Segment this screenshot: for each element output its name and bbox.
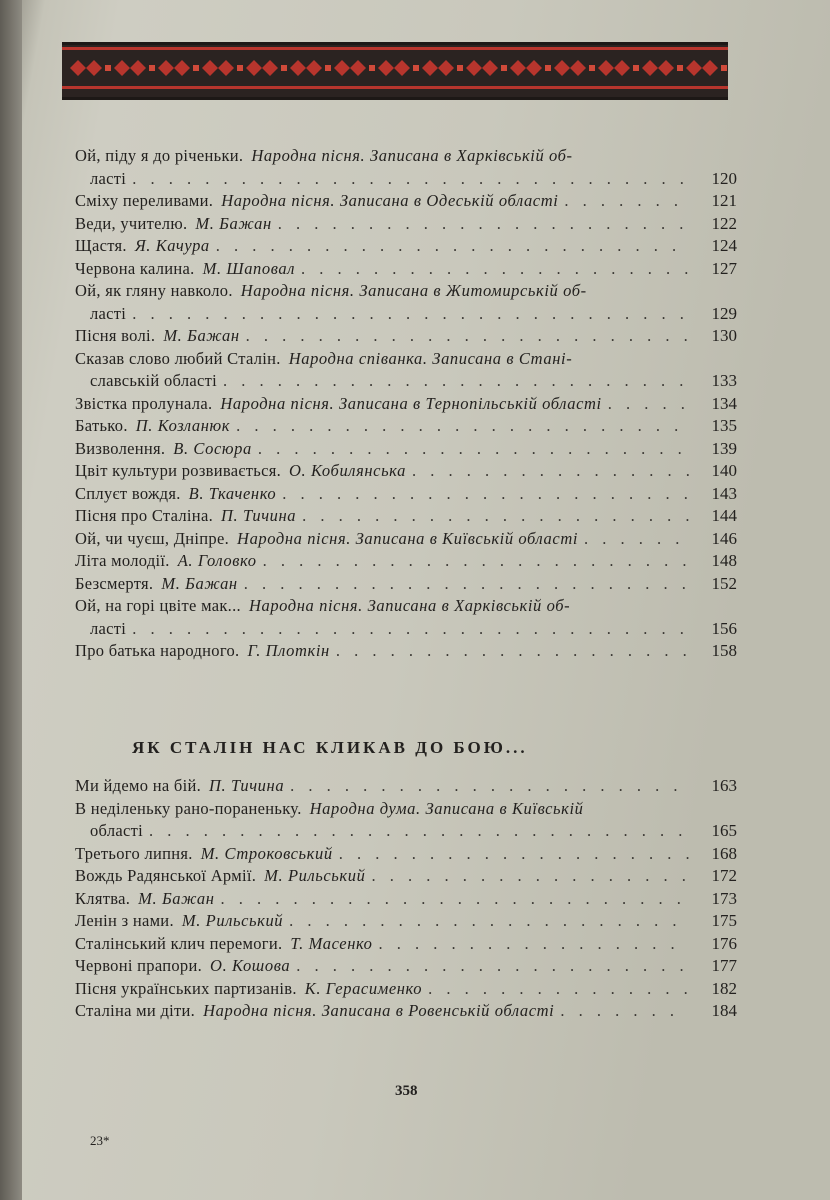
toc-entry-line: [75, 910, 737, 933]
entry-title: Сталіна ми діти.: [75, 1001, 196, 1020]
ornament-dot: [589, 65, 595, 71]
entry-author: М. Бажан: [161, 573, 238, 593]
toc-entry: [75, 798, 737, 843]
toc-entry: [75, 865, 737, 888]
entry-title: Ой, піду я до річеньки.: [75, 146, 244, 165]
leader-dots: [216, 235, 689, 258]
leader-dots: [132, 303, 689, 326]
leader-dots: [564, 190, 689, 213]
entry-continuation: славській області: [90, 371, 217, 390]
entry-author: Народна співанка. Записана в Стані-: [288, 348, 573, 368]
leader-dots: [336, 640, 689, 663]
toc-entry: [75, 213, 737, 236]
leader-dots: [258, 438, 689, 461]
ornament-motif: [466, 60, 498, 76]
entry-author: М. Рильський: [264, 866, 366, 885]
leader-dots: [412, 460, 689, 483]
entry-author: П. Козланюк: [135, 416, 231, 435]
entry-author: М. Бажан: [138, 888, 215, 908]
toc-entry-line: [75, 618, 737, 641]
ornament-dot: [457, 65, 463, 71]
leader-dots: [236, 415, 689, 438]
entry-author: П. Тичина: [221, 506, 297, 525]
entry-page: 129: [711, 303, 737, 323]
ornament-dot: [193, 65, 199, 71]
leader-dots: [282, 483, 689, 506]
toc-entry-line: [75, 145, 737, 168]
entry-page: 165: [711, 821, 737, 840]
ornament-motifs: [70, 60, 727, 76]
toc-entry-line: [75, 595, 737, 618]
leader-dots: [132, 618, 689, 641]
toc-entry-line: [75, 258, 737, 281]
entry-author: В. Сосюра: [173, 438, 252, 458]
leader-dots: [428, 978, 689, 1001]
toc-entry-line: [75, 303, 737, 326]
toc-entry-line: [75, 843, 737, 866]
toc-entry-line: [75, 640, 737, 663]
toc-entry-line: [75, 573, 737, 596]
entry-author: Народна дума. Записана в Київській: [309, 798, 584, 818]
entry-title: Пісня волі.: [75, 326, 156, 345]
page-number: 358: [395, 1083, 418, 1099]
entry-page: 158: [711, 641, 737, 660]
entry-author: Народна пісня. Записана в Ровенській області: [203, 1001, 555, 1020]
entry-author: В. Ткаченко: [188, 483, 277, 503]
entry-page: 144: [711, 506, 737, 525]
entry-author: Я. Качура: [134, 236, 210, 255]
toc-entry-line: [75, 370, 737, 393]
entry-author: Народна пісня. Записана в Харківській об-: [248, 596, 571, 615]
toc-entry: [75, 235, 737, 258]
toc-entry-line: [75, 550, 737, 573]
entry-author: М. Бажан: [195, 213, 272, 233]
leader-dots: [244, 573, 689, 596]
toc-entry: [75, 528, 737, 551]
entry-author: А. Головко: [177, 551, 257, 570]
ornament-motif: [114, 60, 146, 76]
leader-dots: [371, 865, 689, 888]
entry-continuation: ласті: [90, 168, 127, 188]
toc-entry-line: [75, 505, 737, 528]
entry-title: Пісня про Сталіна.: [75, 506, 213, 525]
entry-author: Народна пісня. Записана в Київській області: [237, 528, 579, 548]
entry-author: Т. Масенко: [290, 933, 373, 953]
toc-entry: [75, 190, 737, 213]
toc-entry: [75, 640, 737, 663]
toc-entry-line: [75, 1000, 737, 1023]
toc-entry-line: [75, 933, 737, 956]
toc-entry-line: [75, 415, 737, 438]
entry-title: Пісня українських партизанів.: [75, 978, 297, 998]
entry-author: М. Строковський: [200, 843, 333, 863]
entry-title: Безсмертя.: [75, 573, 154, 593]
leader-dots: [132, 168, 689, 191]
ornament-dot: [369, 65, 375, 71]
entry-title: Ми йдемо на бій.: [75, 776, 202, 795]
entry-title: Третього липня.: [75, 843, 193, 863]
toc-entry: [75, 775, 737, 798]
entry-page: 121: [711, 191, 737, 210]
ornament-dot: [545, 65, 551, 71]
entry-page: 140: [711, 461, 737, 480]
toc-entry-line: [75, 483, 737, 506]
toc-entry-line: [75, 235, 737, 258]
toc-entry-line: [75, 190, 737, 213]
entry-title: Літа молодії.: [75, 551, 170, 570]
toc-entry-line: [75, 325, 737, 348]
toc-entry: [75, 483, 737, 506]
toc-entry-line: [75, 955, 737, 978]
ornament-motif: [290, 60, 322, 76]
leader-dots: [149, 820, 689, 843]
toc-entry: [75, 595, 737, 640]
ornament-dot: [149, 65, 155, 71]
ornament-motif: [202, 60, 234, 76]
entry-author: М. Рильський: [181, 911, 284, 930]
leader-dots: [278, 213, 689, 236]
ornament-motif: [510, 60, 542, 76]
printer-signature: 23*: [90, 1133, 110, 1148]
entry-page: 127: [711, 258, 737, 278]
ornament-pattern: [62, 45, 728, 91]
entry-continuation: ласті: [90, 303, 127, 323]
entry-page: 156: [711, 618, 737, 638]
page-edge: [0, 0, 22, 1200]
entry-page: 182: [711, 978, 737, 998]
toc-entry-line: [75, 798, 737, 821]
entry-title: Батько.: [75, 416, 128, 435]
leader-dots: [379, 933, 689, 956]
entry-continuation: області: [90, 821, 144, 840]
entry-title: Червона калина.: [75, 258, 195, 278]
entry-title: Ленін з нами.: [75, 911, 174, 930]
entry-title: Ой, на горі цвіте мак...: [75, 596, 241, 615]
ornament-dot: [677, 65, 683, 71]
leader-dots: [296, 955, 689, 978]
entry-page: 143: [711, 483, 737, 503]
ornament-motif: [686, 60, 718, 76]
ornament-dot: [237, 65, 243, 71]
ornament-motif: [378, 60, 410, 76]
entry-page: 148: [711, 551, 737, 570]
entry-author: Народна пісня. Записана в Харківській об-: [251, 146, 573, 165]
entry-author: Народна пісня. Записана в Житомирській об-: [240, 281, 587, 300]
entry-author: О. Кобилянська: [289, 461, 406, 480]
entry-title: Про батька народного.: [75, 641, 240, 660]
ornament-motif: [246, 60, 278, 76]
entry-author: М. Шаповал: [202, 258, 296, 278]
entry-page: 163: [711, 776, 737, 795]
entry-page: 146: [711, 528, 737, 548]
ornament-dot: [721, 65, 727, 71]
entry-page: 134: [711, 393, 737, 413]
toc-section-2: [75, 775, 737, 1023]
leader-dots: [263, 550, 689, 573]
leader-dots: [290, 775, 689, 798]
entry-title: Цвіт культури розвивається.: [75, 461, 282, 480]
toc-entry: [75, 438, 737, 461]
decorative-ornament-band: [62, 42, 728, 100]
entry-page: 184: [711, 1001, 737, 1020]
toc-entry: [75, 550, 737, 573]
leader-dots: [246, 325, 689, 348]
toc-entry: [75, 460, 737, 483]
entry-page: 124: [711, 236, 737, 255]
entry-title: Визволення.: [75, 438, 166, 458]
toc-entry: [75, 955, 737, 978]
entry-author: П. Тичина: [209, 776, 285, 795]
entry-title: Звістка пролунала.: [75, 393, 213, 413]
toc-entry-line: [75, 820, 737, 843]
ornament-motif: [334, 60, 366, 76]
toc-entry-line: [75, 460, 737, 483]
ornament-motif: [598, 60, 630, 76]
ornament-dot: [413, 65, 419, 71]
leader-dots: [221, 888, 689, 911]
ornament-dot: [501, 65, 507, 71]
toc-entry-line: [75, 348, 737, 371]
leader-dots: [584, 528, 689, 551]
toc-entry: [75, 145, 737, 190]
leader-dots: [608, 393, 689, 416]
toc-entry-line: [75, 775, 737, 798]
entry-page: 177: [711, 956, 737, 975]
leader-dots: [301, 258, 689, 281]
ornament-top-stripe: [62, 47, 728, 50]
entry-title: Ой, чи чуєш, Дніпре.: [75, 528, 230, 548]
ornament-motif: [642, 60, 674, 76]
entry-page: 135: [711, 416, 737, 435]
toc-entry-line: [75, 888, 737, 911]
toc-entry: [75, 505, 737, 528]
entry-title: Червоні прапори.: [75, 956, 203, 975]
entry-author: М. Бажан: [163, 326, 240, 345]
entry-title: Веди, учителю.: [75, 213, 188, 233]
toc-entry: [75, 843, 737, 866]
toc-entry: [75, 1000, 737, 1023]
entry-title: В неділеньку рано-пораненьку.: [75, 798, 302, 818]
entry-title: Сплуєт вождя.: [75, 483, 181, 503]
ornament-motif: [422, 60, 454, 76]
ornament-dot: [325, 65, 331, 71]
entry-title: Сказав слово любий Сталін.: [75, 348, 281, 368]
leader-dots: [289, 910, 689, 933]
entry-title: Вождь Радянської Армії.: [75, 866, 257, 885]
entry-page: 175: [711, 911, 737, 930]
entry-page: 176: [711, 933, 737, 953]
toc-entry: [75, 325, 737, 348]
leader-dots: [339, 843, 689, 866]
toc-entry: [75, 280, 737, 325]
entry-page: 173: [711, 888, 737, 908]
entry-page: 120: [711, 168, 737, 188]
section-heading: ЯК СТАЛІН НАС КЛИКАВ ДО БОЮ...: [132, 738, 528, 757]
entry-page: 122: [711, 213, 737, 233]
leader-dots: [223, 370, 689, 393]
leader-dots: [560, 1000, 689, 1023]
entry-author: О. Кошова: [210, 956, 291, 975]
entry-author: Народна пісня. Записана в Тернопільській області: [220, 393, 602, 413]
entry-title: Клятва.: [75, 888, 131, 908]
entry-author: Г. Плоткін: [247, 641, 330, 660]
ornament-dot: [105, 65, 111, 71]
entry-title: Щастя.: [75, 236, 127, 255]
toc-entry: [75, 933, 737, 956]
toc-entry-line: [75, 213, 737, 236]
entry-page: 172: [711, 866, 737, 885]
entry-page: 139: [711, 438, 737, 458]
ornament-motif: [70, 60, 102, 76]
toc-entry-line: [75, 865, 737, 888]
entry-title: Ой, як гляну навколо.: [75, 281, 233, 300]
entry-author: Народна пісня. Записана в Одеській області: [221, 191, 559, 210]
entry-author: К. Герасименко: [304, 978, 423, 998]
toc-entry: [75, 573, 737, 596]
toc-entry-line: [75, 280, 737, 303]
toc-entry: [75, 258, 737, 281]
ornament-dot: [633, 65, 639, 71]
toc-entry: [75, 888, 737, 911]
entry-page: 152: [711, 573, 737, 593]
toc-entry-line: [75, 978, 737, 1001]
entry-continuation: ласті: [90, 618, 127, 638]
toc-entry: [75, 348, 737, 393]
toc-section-1: [75, 145, 737, 663]
ornament-motif: [158, 60, 190, 76]
entry-page: 130: [711, 326, 737, 345]
leader-dots: [302, 505, 689, 528]
entry-page: 168: [711, 843, 737, 863]
toc-entry-line: [75, 438, 737, 461]
ornament-motif: [554, 60, 586, 76]
ornament-dot: [281, 65, 287, 71]
entry-page: 133: [711, 371, 737, 390]
entry-title: Сміху переливами.: [75, 191, 214, 210]
toc-entry-line: [75, 528, 737, 551]
toc-entry: [75, 415, 737, 438]
toc-entry: [75, 978, 737, 1001]
ornament-bottom-stripe: [62, 86, 728, 89]
toc-entry-line: [75, 168, 737, 191]
toc-entry: [75, 910, 737, 933]
toc-entry-line: [75, 393, 737, 416]
toc-entry: [75, 393, 737, 416]
entry-title: Сталінський клич перемоги.: [75, 933, 283, 953]
